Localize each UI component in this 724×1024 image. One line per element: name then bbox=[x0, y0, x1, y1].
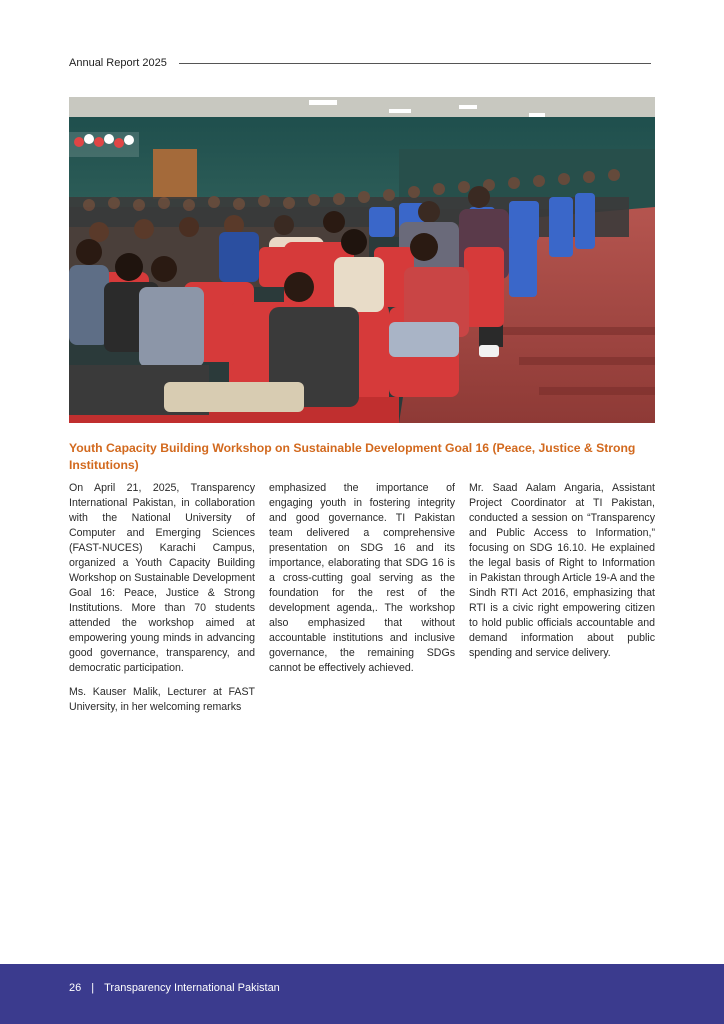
footer-text bbox=[69, 982, 280, 994]
header-rule bbox=[179, 63, 651, 64]
footer-bar bbox=[0, 964, 724, 1024]
organization-name: Transparency International Pakistan bbox=[104, 982, 280, 994]
paragraph: Mr. Saad Aalam Angaria, Assistant Project Coordinator at TI Pakistan, conducted a session on “Transparency and Public Access to Information,” focusing on SDG 16.10. He explained the legal basis of Right to Information in Pakistan through Article 19-A and the Sindh RTI Act 2016, emphasizing that RTI is a civic right empowering citizen to hold public officials accountable and demand information about public spending and service delivery. bbox=[469, 482, 655, 659]
text-column-1 bbox=[69, 481, 255, 715]
article-heading: Youth Capacity Building Workshop on Sustainable Development Goal 16 (Peace, Justice & Strong Institutions) bbox=[69, 441, 636, 472]
text-column-3 bbox=[469, 481, 655, 661]
page-number: 26 bbox=[69, 982, 82, 994]
paragraph: On April 21, 2025, Transparency International Pakistan, in collaboration with the National University of Computer and Emerging Sciences (FAST-NUCES) Karachi Campus, organized a Youth Capacity Building Workshop on Sustainable Development Goal 16: Peace, Justice & Strong Institutions. More than 70 students attended the workshop aimed at empowering young minds in advancing good governance, transparency, and democratic participation. bbox=[69, 482, 255, 674]
text-column-2 bbox=[269, 481, 455, 676]
report-title: Annual Report 2025 bbox=[69, 57, 167, 69]
paragraph: emphasized the importance of engaging youth in fostering integrity and good governance. TI Pakistan team delivered a comprehensive presentation on SDG 16 and its importance, elaborating that SDG 16 is a cross-cutting goal serving as the foundation for the rest of the development agenda,. The workshop also emphasized that without accountable institutions and inclusive governance, the remaining SDGs cannot be effectively achieved. bbox=[269, 482, 455, 674]
paragraph: Ms. Kauser Malik, Lecturer at FAST University, in her welcoming remarks bbox=[69, 686, 255, 713]
footer-separator: | bbox=[91, 982, 95, 994]
running-header bbox=[69, 55, 651, 71]
workshop-photo bbox=[69, 97, 655, 423]
